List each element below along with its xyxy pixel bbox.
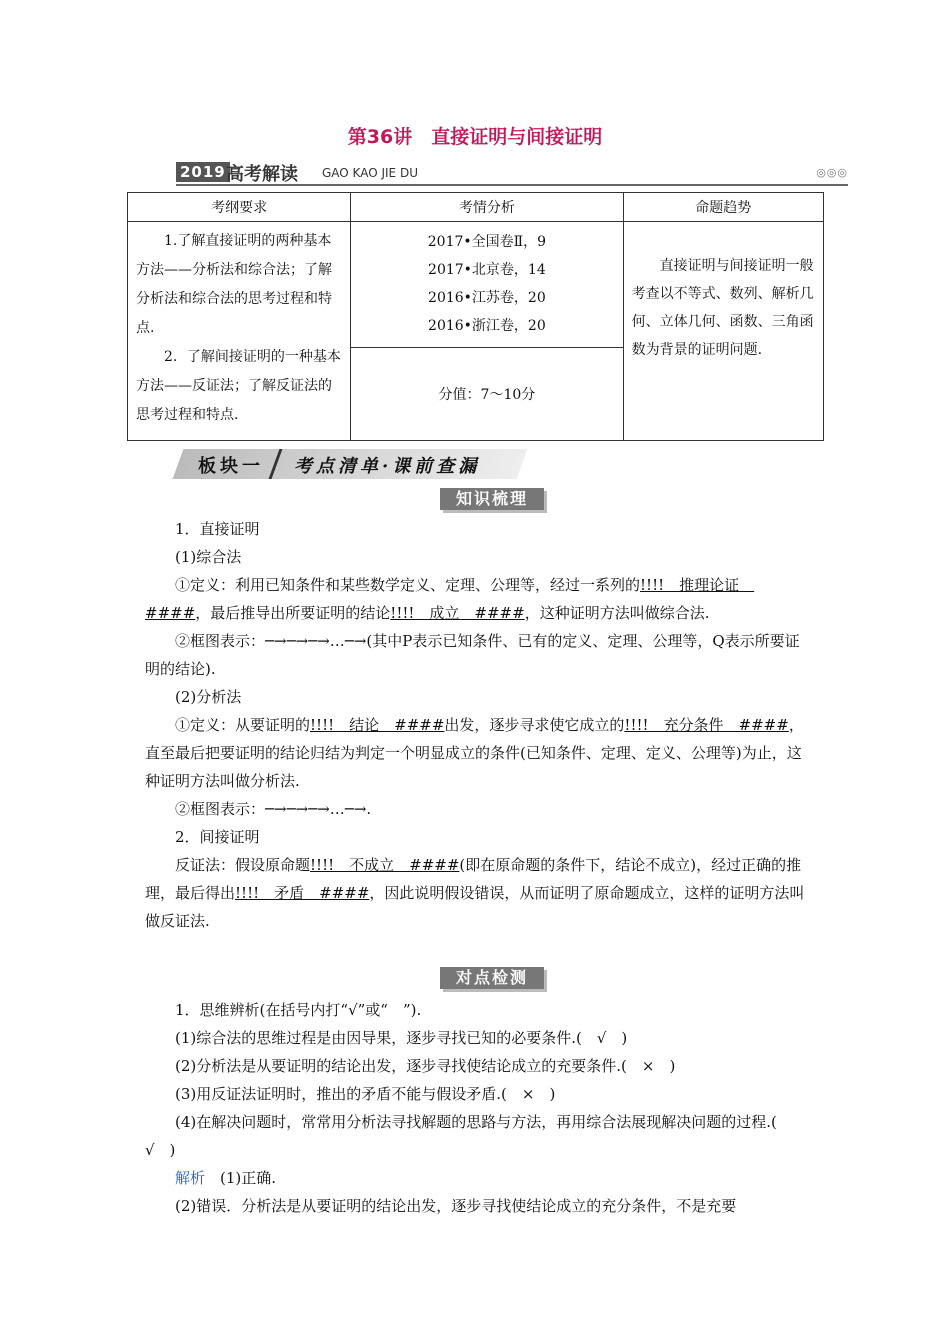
answer-text: (1)正确. <box>220 1169 277 1187</box>
score-cell: 分值：7～10分 <box>351 348 623 441</box>
banner-dots-icon: ◎◎◎ <box>816 166 848 179</box>
knowledge-line: 2．间接证明 <box>175 828 260 846</box>
knowledge-paragraph <box>145 571 810 627</box>
fill-blank: !!!! 成立 #### <box>390 604 525 622</box>
answer: (2)错误．分析法是从要证明的结论出发，逐步寻找使结论成立的充分条件，不是充要 <box>175 1197 737 1215</box>
banner-pinyin: GAO KAO JIE DU <box>322 166 418 180</box>
text: ，这种证明方法叫做综合法. <box>524 604 710 622</box>
text: ①定义：利用已知条件和某些数学定义、定理、公理等，经过一系列的 <box>175 576 641 594</box>
text: ，因此说明假设错误，从而证明了原命题成立，这样的证明方法叫做反证法. <box>145 884 805 930</box>
analysis-cell <box>351 222 623 348</box>
fill-blank: !!!! 结论 #### <box>310 716 445 734</box>
question: (2)分析法是从要证明的结论出发，逐步寻找使结论成立的充要条件.( × ) <box>175 1057 676 1075</box>
text: (即在原命题的条件下，结论不成立)，经过正确的推理，最后得出 <box>145 856 802 902</box>
section-banner <box>178 449 522 479</box>
text: ，直至最后把要证明的结论归结为判定一个明显成立的条件(已知条件、定理、定义、公理等)为止，这种证明方法叫做分析法. <box>145 716 804 790</box>
question: 1．思维辨析(在括号内打“√”或“ ”). <box>175 1001 422 1019</box>
banner-label: 高考解读 <box>226 164 298 185</box>
fill-blank: !!!! 充分条件 #### <box>624 716 789 734</box>
text: 出发，逐步寻求使它成立的 <box>444 716 625 734</box>
check-section <box>145 996 810 1220</box>
text: ，最后推导出所要证明的结论 <box>195 604 391 622</box>
question: (4)在解决问题时，常常用分析法寻找解题的思路与方法，再用综合法展现解决问题的过程.( √ ) <box>145 1113 792 1159</box>
knowledge-line: (1)综合法 <box>175 548 242 566</box>
subhead-knowledge: 知识梳理 <box>440 488 544 510</box>
analysis-item: 2016•江苏卷，20 <box>428 290 546 306</box>
analysis-item: 2017•全国卷Ⅱ，9 <box>427 234 547 250</box>
section-banner-part1: 板块一 <box>198 456 264 477</box>
page-title: 第36讲 直接证明与间接证明 <box>347 126 603 148</box>
knowledge-paragraph <box>145 711 810 795</box>
subhead-check: 对点检测 <box>440 967 544 989</box>
answer <box>145 1164 810 1192</box>
knowledge-line: ②框图表示：─→─→─→…─→. <box>175 800 372 818</box>
fill-blank: !!!! 不成立 #### <box>310 856 460 874</box>
requirement-1: 1.了解直接证明的两种基本方法——分析法和综合法；了解分析法和综合法的思考过程和特点. <box>136 233 332 336</box>
knowledge-line: 1．直接证明 <box>175 520 260 538</box>
header-analysis: 考情分析 <box>351 193 623 222</box>
knowledge-line: (2)分析法 <box>175 688 242 706</box>
fill-blank: !!!! 推理论证 #### <box>145 576 755 622</box>
header-trend: 命题趋势 <box>623 193 823 222</box>
question: (1)综合法的思维过程是由因导果，逐步寻找已知的必要条件.( √ ) <box>175 1029 628 1047</box>
exam-requirements-table <box>127 192 824 441</box>
analysis-item: 2017•北京卷，14 <box>428 262 546 278</box>
knowledge-section <box>145 515 810 935</box>
header-requirements: 考纲要求 <box>128 193 351 222</box>
requirement-2: 2．了解间接证明的一种基本方法——反证法；了解反证法的思考过程和特点. <box>136 349 341 423</box>
fill-blank: !!!! 矛盾 #### <box>235 884 370 902</box>
section-banner-part2: 考点清单·课前查漏 <box>294 456 481 477</box>
text: ①定义：从要证明的 <box>175 716 311 734</box>
text: 反证法：假设原命题 <box>175 856 311 874</box>
trend-cell <box>623 222 823 441</box>
banner-year: 2019 <box>176 162 230 182</box>
trend-text: 直接证明与间接证明一般考查以不等式、数列、解析几何、立体几何、函数、三角函数为背景的证明问题. <box>631 258 814 358</box>
requirements-cell <box>128 222 351 441</box>
jiexi-label: 解析 <box>175 1169 206 1187</box>
banner-rule <box>176 184 848 186</box>
knowledge-line: ②框图表示：─→─→─→…─→(其中P表示已知条件、已有的定义、定理、公理等，Q表示所要证明的结论). <box>145 632 800 678</box>
knowledge-paragraph <box>145 851 810 935</box>
analysis-item: 2016•浙江卷，20 <box>428 318 546 334</box>
gaokao-banner <box>176 160 848 186</box>
question: (3)用反证法证明时，推出的矛盾不能与假设矛盾.( × ) <box>175 1085 556 1103</box>
